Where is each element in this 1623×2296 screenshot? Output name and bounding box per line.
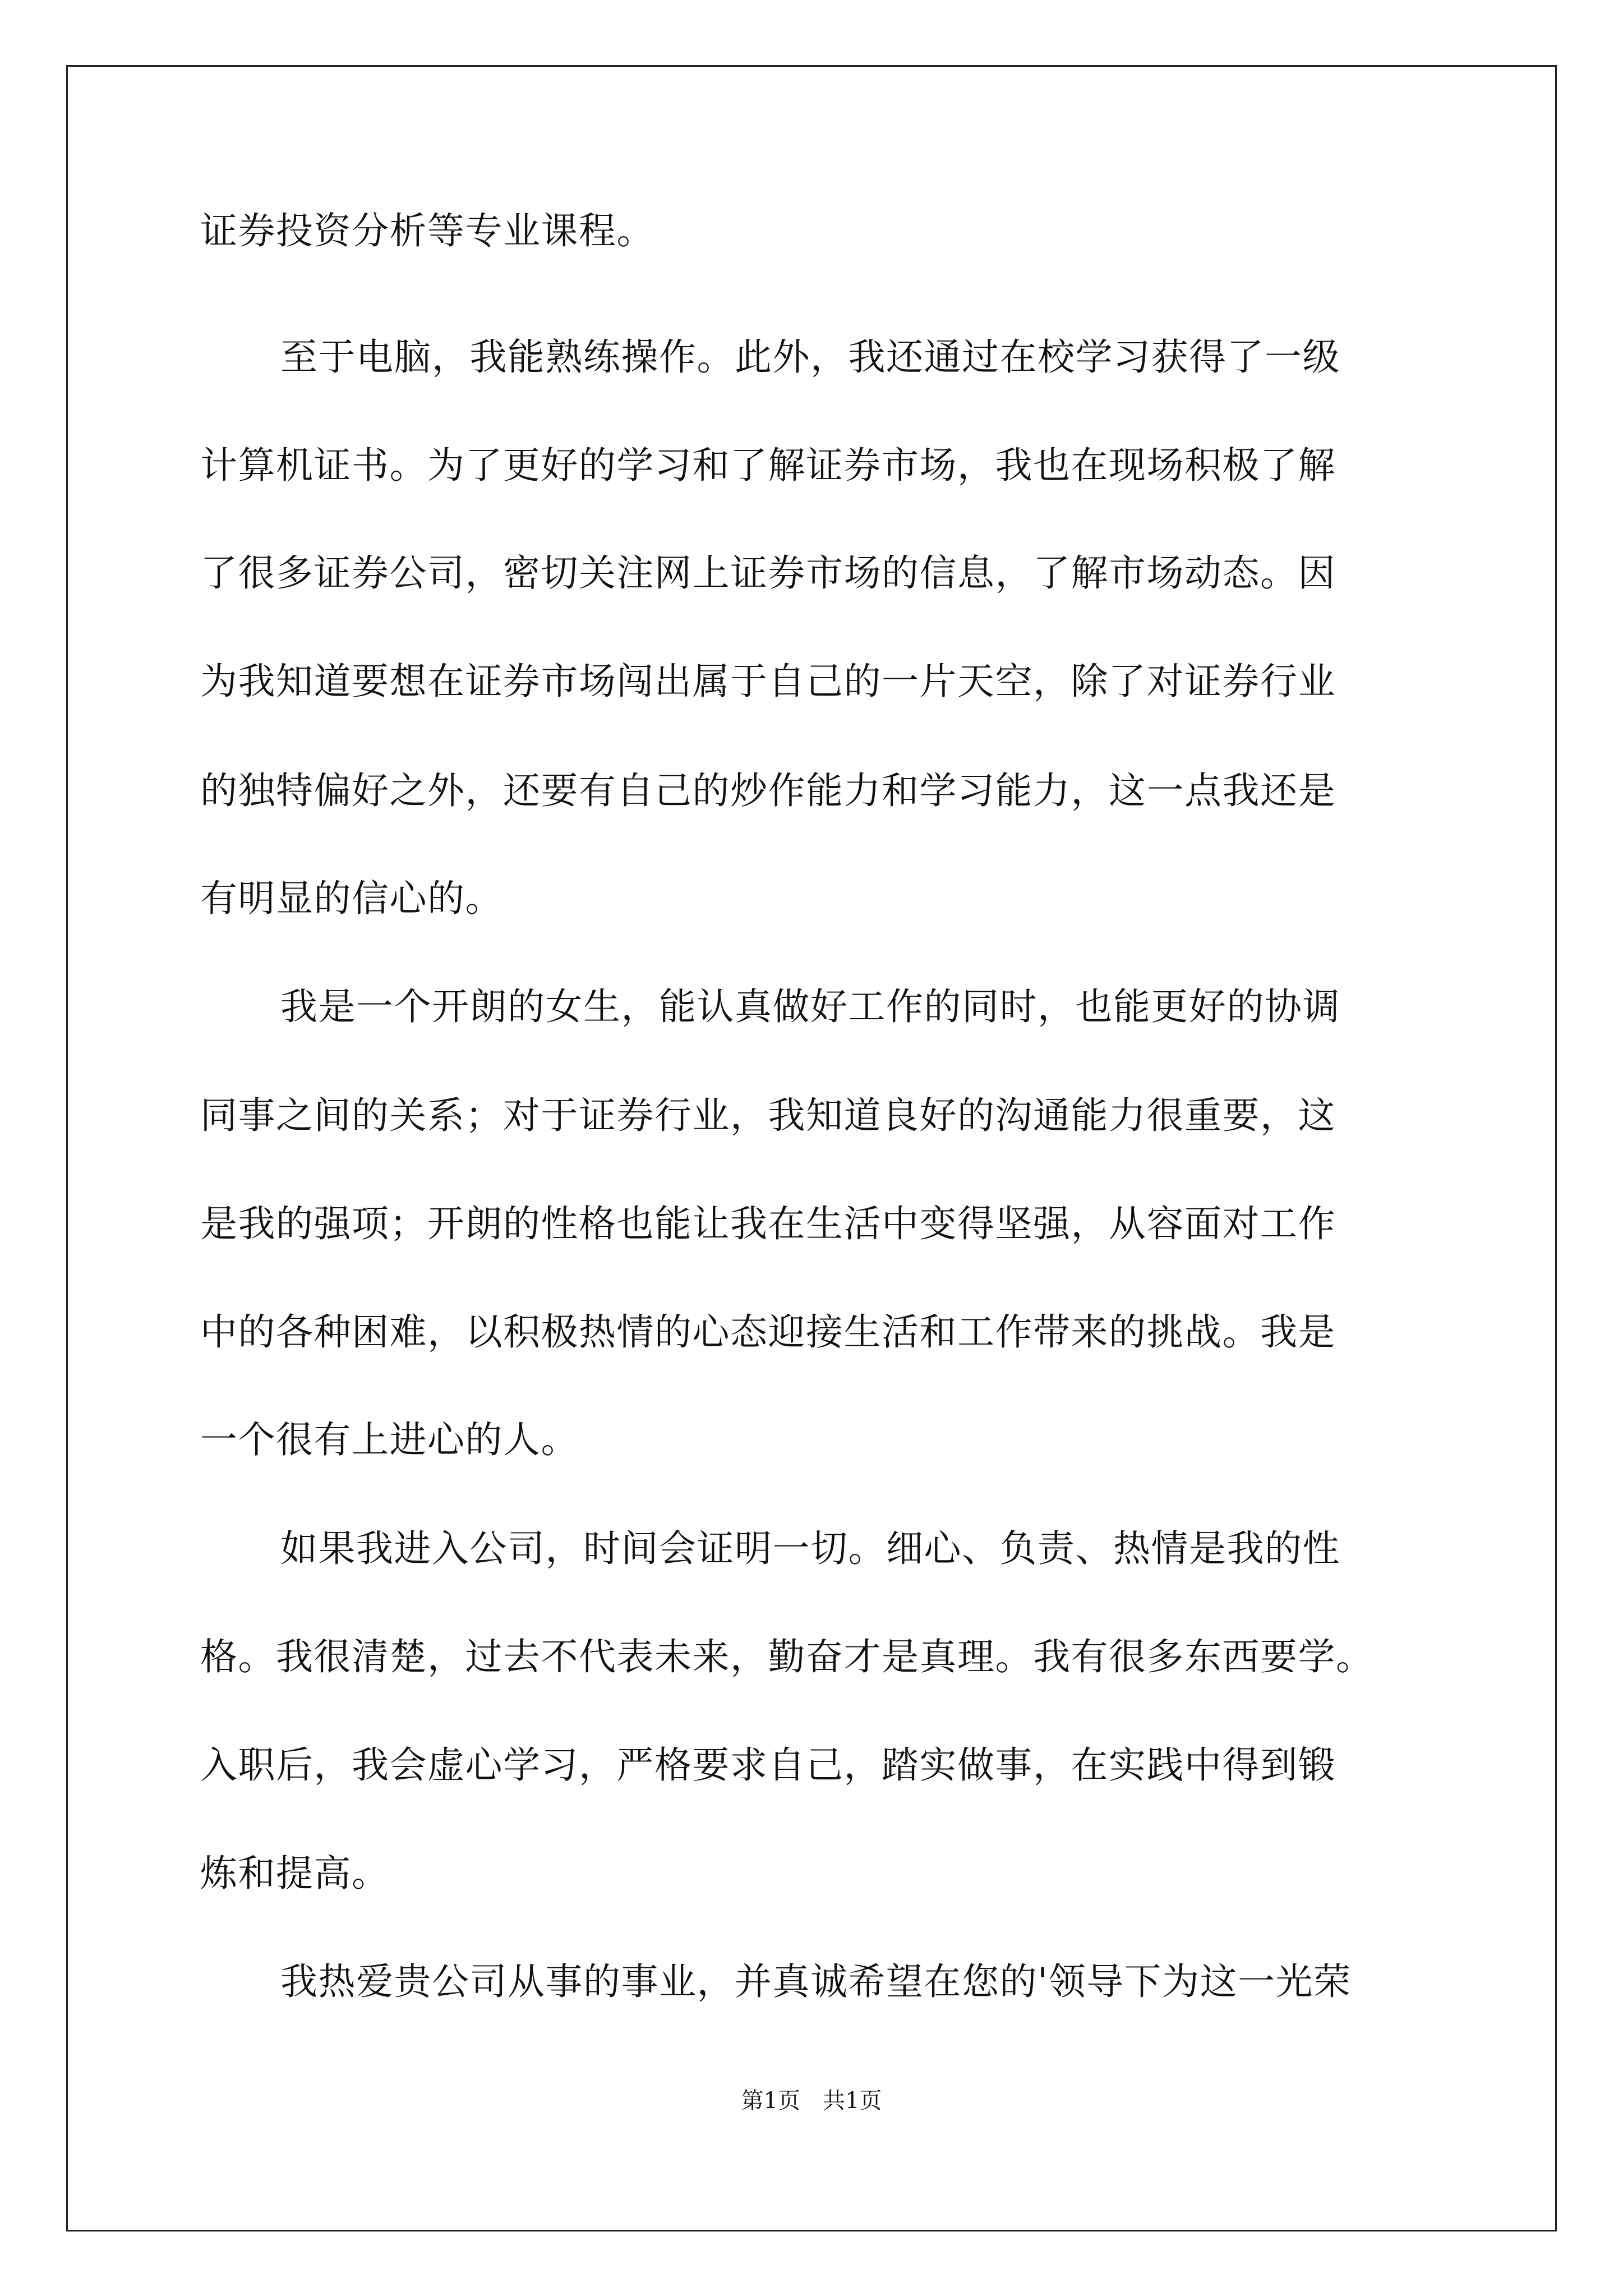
text-line: 是我的强项；开朗的性格也能让我在生活中变得坚强，从容面对工作 (200, 1202, 1336, 1245)
paragraph-first-line: 至于电脑，我能熟练操作。此外，我还通过在校学习获得了一级 (280, 335, 1340, 379)
text-line: 了很多证券公司，密切关注网上证券市场的信息，了解市场动态。因 (200, 551, 1336, 595)
text-line: 证券投资分析等专业课程。 (200, 209, 654, 252)
page-footer: 第1页 共1页 (741, 2088, 882, 2114)
text-line: 中的各种困难，以积极热情的心态迎接生活和工作带来的挑战。我是 (200, 1310, 1336, 1354)
text-line: 的独特偏好之外，还要有自己的炒作能力和学习能力，这一点我还是 (200, 769, 1336, 812)
text-line: 同事之间的关系；对于证券行业，我知道良好的沟通能力很重要，这 (200, 1094, 1336, 1137)
paragraph-first-line: 我热爱贵公司从事的事业，并真诚希望在您的'领导下为这一光荣 (280, 1960, 1352, 2003)
paragraph-first-line: 如果我进入公司，时间会证明一切。细心、负责、热情是我的性 (280, 1527, 1340, 1570)
paragraph-first-line: 我是一个开朗的女生，能认真做好工作的同时，也能更好的协调 (280, 985, 1340, 1028)
text-line: 入职后，我会虚心学习，严格要求自己，踏实做事，在实践中得到锻 (200, 1743, 1336, 1787)
text-line: 计算机证书。为了更好的学习和了解证券市场，我也在现场积极了解 (200, 444, 1336, 487)
text-line: 一个很有上进心的人。 (200, 1418, 579, 1461)
text-line: 炼和提高。 (200, 1852, 390, 1895)
text-line: 有明显的信心的。 (200, 877, 503, 920)
text-line: 格。我很清楚，过去不代表未来，勤奋才是真理。我有很多东西要学。 (200, 1635, 1374, 1678)
page-border (66, 65, 1557, 2231)
text-line: 为我知道要想在证券市场闯出属于自己的一片天空，除了对证券行业 (200, 660, 1336, 703)
